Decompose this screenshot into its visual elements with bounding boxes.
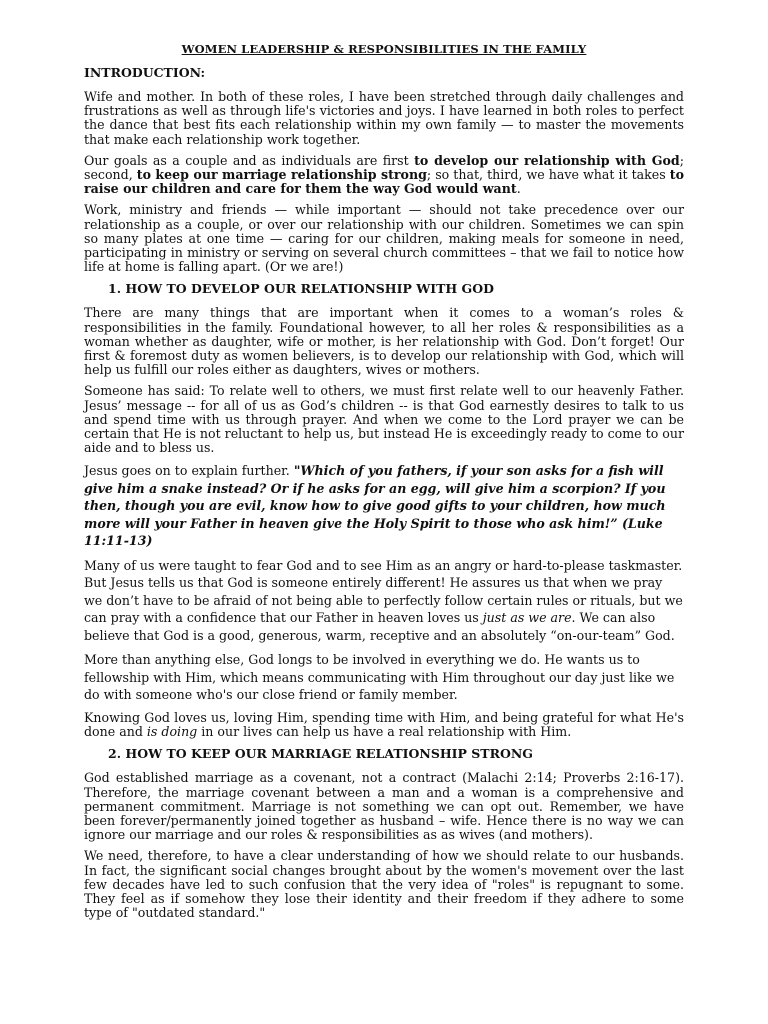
intro-paragraph-2: Our goals as a couple and as individuals are first to develop our relationship with God; second, to keep our marriage relationship strong; so that, third, we have what it takes to raise our children and care for them the way God would want.	[84, 152, 684, 197]
section1-paragraph-1: There are many things that are important when it comes to a woman’s roles & responsibilities in the family. Foundational however, to all her roles & responsibilities as a woman whether as daughter, wife or mother, is her relationship with God. Don’t forget! Our first & foremost duty as women believers, is to develop our relationship with God, which will help us fulfill our roles either as daughters, wives or mothers.	[84, 305, 684, 378]
section-heading-1: 1. HOW TO DEVELOP OUR RELATIONSHIP WITH GOD	[108, 281, 494, 297]
section-heading-2: 2. HOW TO KEEP OUR MARRIAGE RELATIONSHIP STRONG	[108, 746, 533, 762]
section1-paragraph-2: Someone has said: To relate well to others, we must first relate well to our heavenly Father. Jesus’ message -- for all of us as God’s children -- is that God earnestly desires to talk to us and spend time with us through prayer. And when we come to the Lord prayer we can be certain that He is not reluctant to help us, but instead He is exceedingly ready to come to our aide and to bless us.	[84, 383, 684, 456]
intro-paragraph-1: Wife and mother. In both of these roles, I have been stretched through daily challenges and frustrations as well as through life's victories and joys. I have learned in both roles to perfect the dance that best fits each relationship within my own family — to master the movements that make each relationship work together.	[84, 89, 684, 147]
section1-paragraph-6: Knowing God loves us, loving Him, spending time with Him, and being grateful for what He's done and is doing in our lives can help us have a real relationship with Him.	[84, 709, 684, 740]
intro-paragraph-3: Work, ministry and friends — while important — should not take precedence over our relationship as a couple, or over our relationship with our children. Sometimes we can spin so many plates at one time — caring for our children, making meals for someone in need, participating in ministry or serving on several church committees – that we fail to notice how life at home is falling apart. (Or we are!)	[84, 202, 684, 275]
document-title: WOMEN LEADERSHIP & RESPONSIBILITIES IN THE FAMILY	[181, 42, 587, 56]
section2-paragraph-1: God established marriage as a covenant, not a contract (Malachi 2:14; Proverbs 2:16-17). Therefore, the marriage covenant between a man and a woman is a comprehensive and permanent commitment. Marriage is not something we can opt out. Remember, we have been forever/permanently joined together as husband – wife. Hence there is no way we can ignore our marriage and our roles & responsibilities as as wives (and mothers).	[84, 770, 684, 843]
section1-paragraph-3: Jesus goes on to explain further. "Which of you fathers, if your son asks for a fish will give him a snake instead? Or if he asks for an egg, will give him a scorpion? If you then, though you are evil, know how to give good gifts to your children, how much more will your Father in heaven give the Holy Spirit to those who ask him!” (Luke 11:11-13)	[84, 463, 666, 549]
scripture-quote: "Which of you fathers, if your son asks for a fish will give him a snake instead? Or if he asks for an egg, will give him a scorpion? If you then, though you are evil, know how to give good gifts to your children, how much more will your Father in heaven give the Holy Spirit to those who ask him!” (Luke 11:11-13)	[84, 463, 666, 549]
introduction-heading: INTRODUCTION:	[84, 65, 206, 80]
section2-paragraph-2: We need, therefore, to have a clear understanding of how we should relate to our husbands. In fact, the significant social changes brought about by the women's movement over the last few decades have led to such confusion that the very idea of "roles" is repugnant to some. They feel as if somehow they lose their identity and their freedom if they adhere to some type of "outdated standard."	[84, 848, 684, 921]
section1-paragraph-4: Many of us were taught to fear God and to see Him as an angry or hard-to-please taskmaster. But Jesus tells us that God is someone entirely different! He assures us that when we pray we don’t have to be afraid of not being able to perfectly follow certain rules or rituals, but we can pray with a confidence that our Father in heaven loves us just as we are. We can also believe that God is a good, generous, warm, receptive and an absolutely “on-our-team” God.	[84, 557, 683, 643]
section1-paragraph-5: More than anything else, God longs to be involved in everything we do. He wants us to fellowship with Him, which means communicating with Him throughout our day just like we do with someone who's our close friend or family member.	[84, 652, 675, 703]
